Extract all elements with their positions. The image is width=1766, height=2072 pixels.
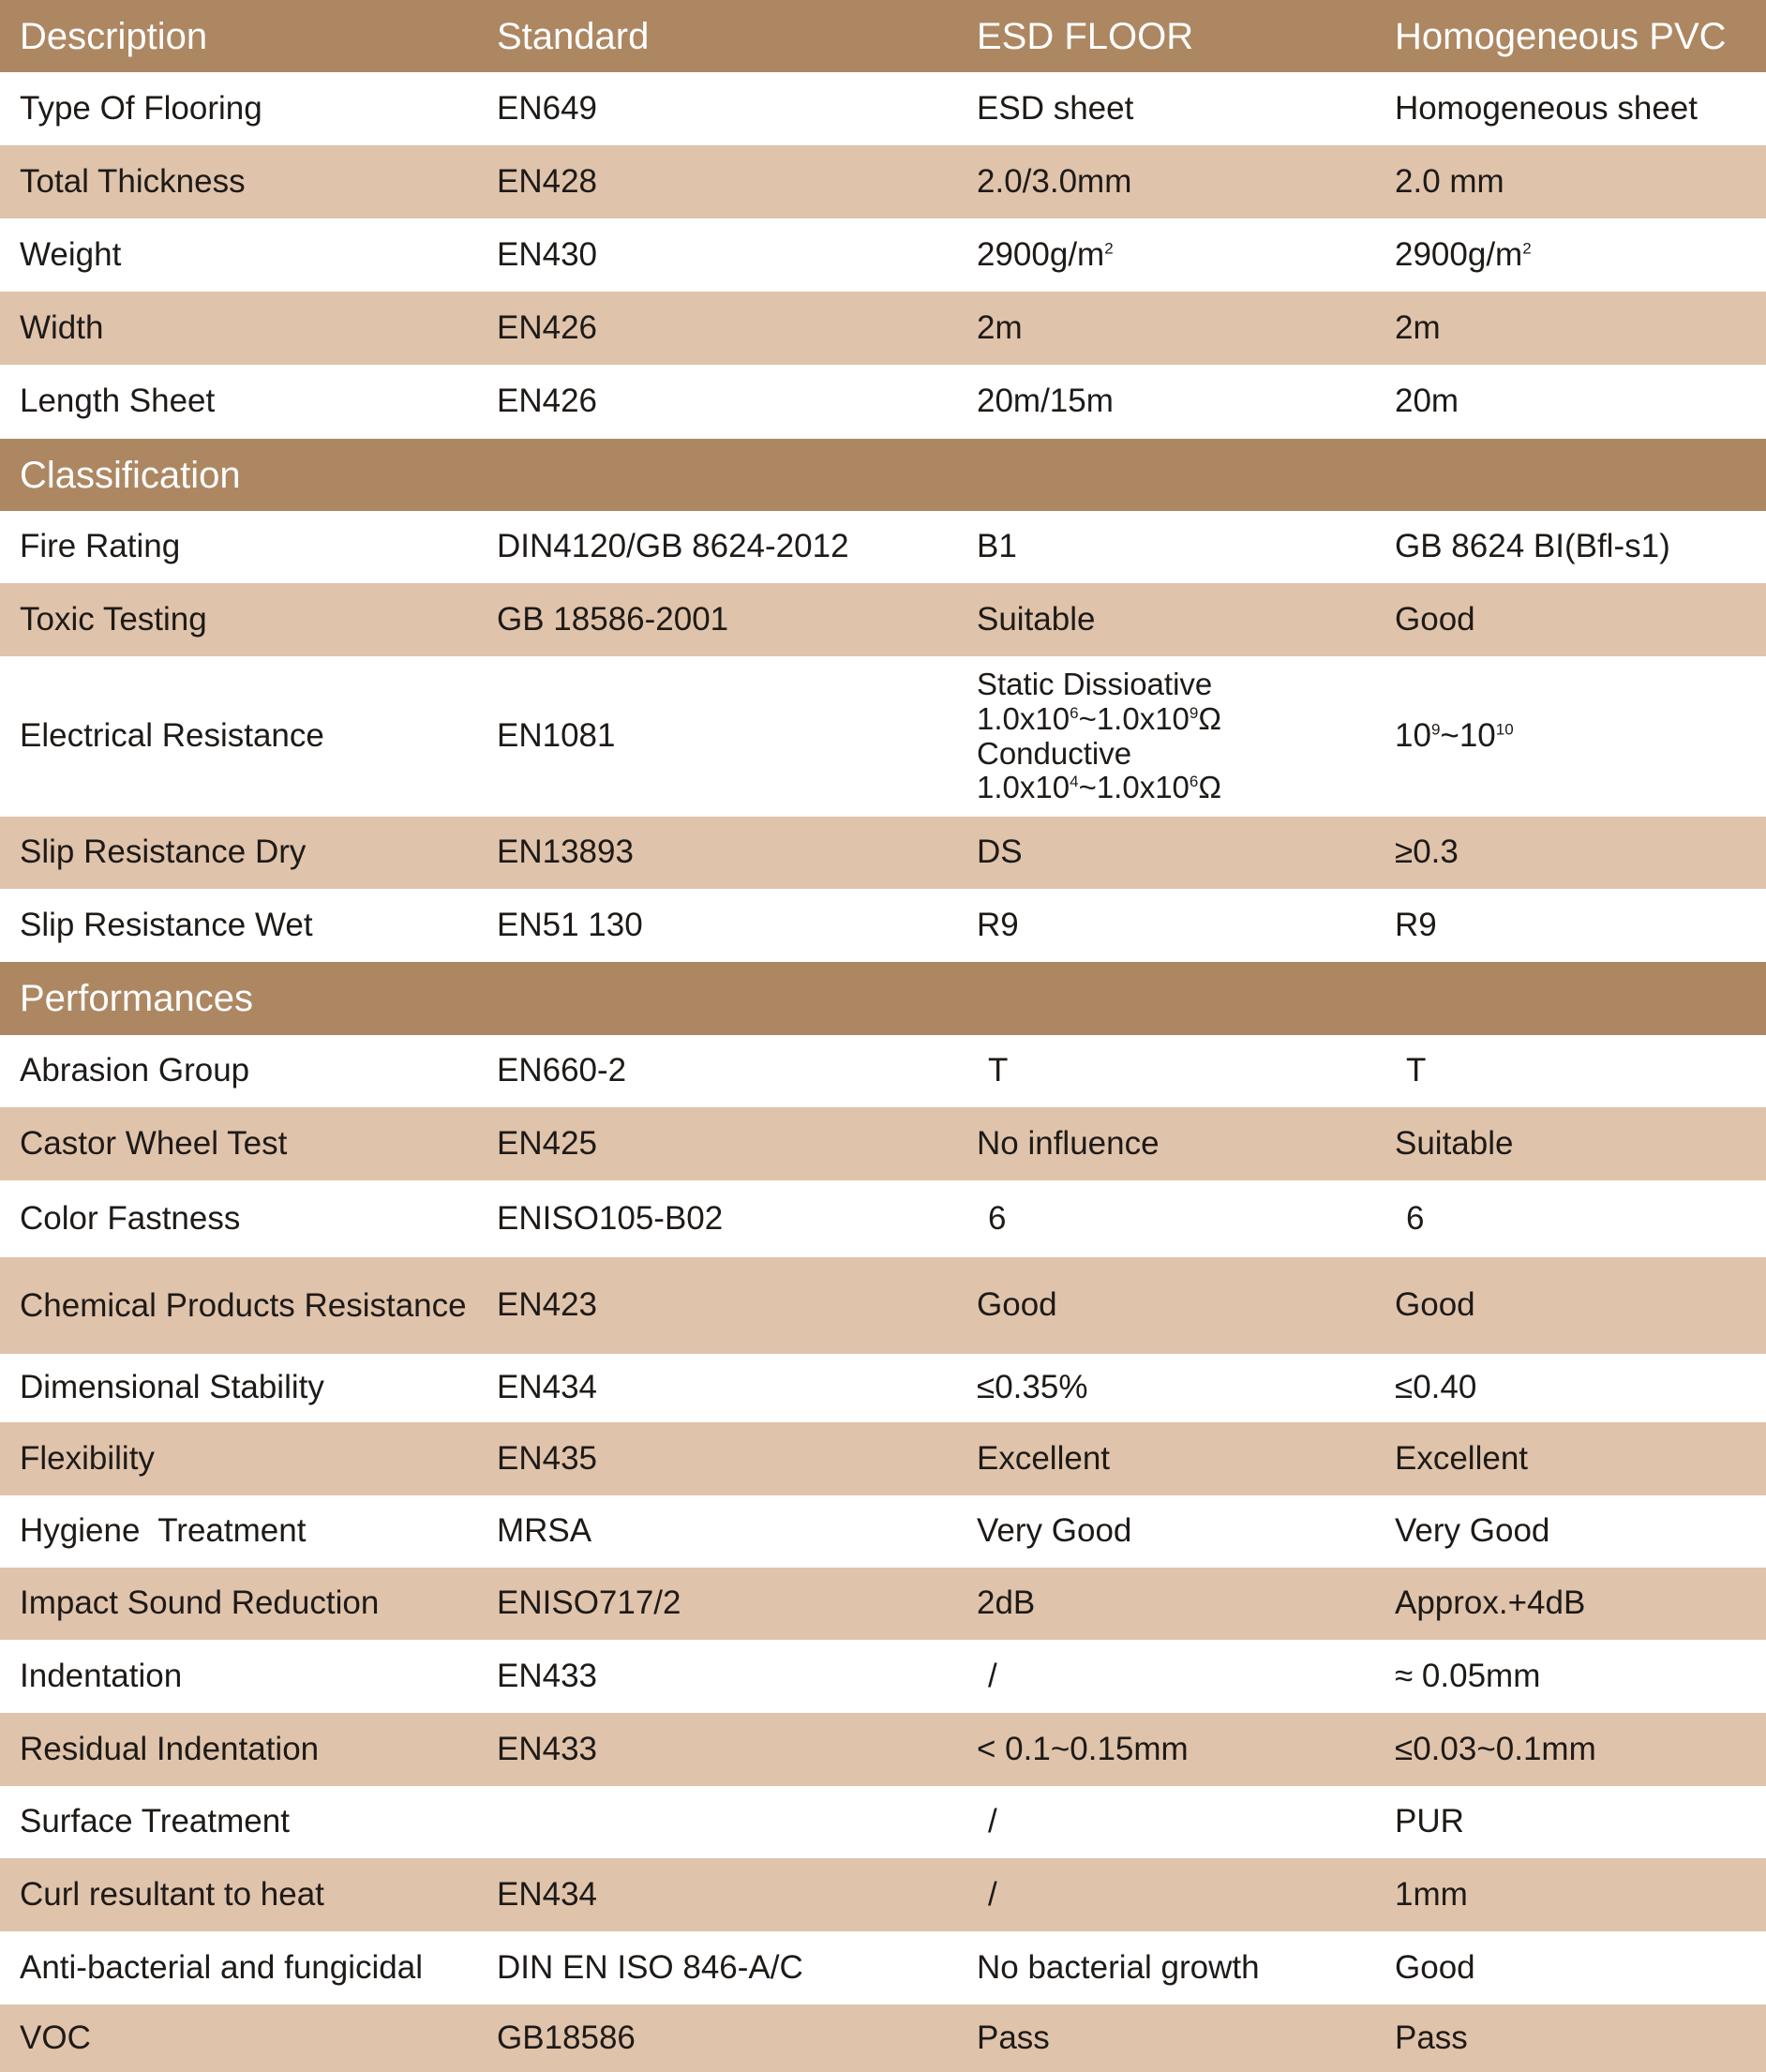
table-row bbox=[0, 72, 1766, 145]
row-esd-value: Suitable bbox=[977, 600, 1096, 638]
table-row bbox=[0, 583, 1766, 656]
row-esd-value: B1 bbox=[977, 528, 1017, 565]
row-esd-value: DS bbox=[977, 833, 1023, 871]
table-row bbox=[0, 365, 1766, 439]
row-description: Castor Wheel Test bbox=[20, 1124, 288, 1162]
section-title: Performances bbox=[20, 978, 253, 1019]
row-description: Electrical Resistance bbox=[20, 717, 324, 755]
row-description: Weight bbox=[20, 235, 122, 273]
row-description: Flexibility bbox=[20, 1439, 155, 1477]
row-standard: EN435 bbox=[497, 1439, 598, 1477]
row-standard: EN1081 bbox=[497, 717, 616, 755]
row-description: Color Fastness bbox=[20, 1199, 241, 1237]
row-description: Toxic Testing bbox=[20, 600, 207, 638]
row-pvc-value: Homogeneous sheet bbox=[1395, 89, 1698, 127]
performance-rows bbox=[0, 1035, 1766, 2072]
conductive-label: Conductive bbox=[977, 735, 1132, 771]
table-row bbox=[0, 218, 1766, 292]
row-description: Slip Resistance Wet bbox=[20, 906, 313, 943]
row-pvc-value: Good bbox=[1395, 1286, 1475, 1324]
table-row bbox=[0, 1931, 1766, 2004]
table-row bbox=[0, 1035, 1766, 1107]
row-description: Length Sheet bbox=[20, 383, 216, 420]
table-row bbox=[0, 1858, 1766, 1931]
row-pvc-value: 2.0 mm bbox=[1395, 162, 1504, 200]
row-description: Abrasion Group bbox=[20, 1052, 250, 1089]
row-standard: DIN4120/GB 8624-2012 bbox=[497, 528, 849, 565]
row-standard: EN426 bbox=[497, 383, 598, 420]
header-standard: Standard bbox=[497, 15, 650, 57]
row-esd-value: Good bbox=[977, 1286, 1057, 1324]
row-standard: DIN EN ISO 846-A/C bbox=[497, 1948, 803, 1986]
row-pvc-value: Good bbox=[1395, 600, 1475, 638]
row-pvc-value: 6 bbox=[1406, 1199, 1425, 1237]
table-row bbox=[0, 1640, 1766, 1713]
row-esd-value: 20m/15m bbox=[977, 383, 1114, 420]
row-standard: MRSA bbox=[497, 1512, 592, 1550]
row-pvc-value: PUR bbox=[1395, 1803, 1464, 1840]
table-row bbox=[0, 1495, 1766, 1568]
table-row bbox=[0, 511, 1766, 583]
header-homogeneous-pvc: Homogeneous PVC bbox=[1395, 15, 1727, 57]
row-pvc-value bbox=[1375, 236, 1766, 274]
section-title: Classification bbox=[20, 454, 241, 496]
row-description: Slip Resistance Dry bbox=[20, 833, 307, 871]
table-row bbox=[0, 1354, 1766, 1422]
esd-weight-exponent: 2 bbox=[1104, 239, 1114, 258]
row-esd-value bbox=[957, 236, 1375, 274]
row-standard: EN428 bbox=[497, 162, 598, 200]
row-pvc-value: ≥0.3 bbox=[1395, 833, 1459, 871]
row-standard: EN649 bbox=[497, 89, 598, 127]
header-description: Description bbox=[20, 15, 208, 57]
row-esd-value: Pass bbox=[977, 2019, 1050, 2056]
row-pvc-value: T bbox=[1406, 1052, 1427, 1089]
row-description: Anti-bacterial and fungicidal bbox=[20, 1948, 423, 1986]
row-esd-value: 2.0/3.0mm bbox=[977, 162, 1132, 200]
row-pvc-value: 1mm bbox=[1395, 1875, 1468, 1913]
table-header bbox=[0, 0, 1766, 72]
row-standard: EN425 bbox=[497, 1124, 598, 1162]
table-row bbox=[0, 1107, 1766, 1180]
table-row bbox=[0, 145, 1766, 218]
row-esd-value: ≤0.35% bbox=[977, 1369, 1088, 1406]
row-pvc-value: Very Good bbox=[1395, 1512, 1550, 1550]
row-standard: EN660-2 bbox=[497, 1052, 627, 1089]
row-standard: EN423 bbox=[497, 1286, 598, 1324]
row-pvc-value: ≤0.03~0.1mm bbox=[1395, 1730, 1596, 1767]
row-esd-value: 2dB bbox=[977, 1584, 1036, 1622]
row-description: Fire Rating bbox=[20, 528, 181, 565]
row-standard: GB 18586-2001 bbox=[497, 600, 729, 638]
row-pvc-value: Approx.+4dB bbox=[1395, 1584, 1586, 1622]
header-esd-floor: ESD FLOOR bbox=[977, 15, 1194, 57]
row-standard: GB18586 bbox=[497, 2019, 636, 2056]
row-description: Width bbox=[20, 308, 104, 346]
row-description: Hygiene Treatment bbox=[20, 1512, 307, 1550]
pvc-weight-exponent: 2 bbox=[1522, 239, 1532, 258]
row-esd-value: / bbox=[988, 1657, 997, 1694]
row-description: Chemical Products Resistance bbox=[20, 1286, 467, 1324]
row-pvc-value: 2m bbox=[1395, 308, 1441, 346]
row-esd-value: No influence bbox=[977, 1124, 1160, 1162]
row-esd-value: Excellent bbox=[977, 1439, 1111, 1477]
row-pvc-value: ≤0.40 bbox=[1395, 1369, 1477, 1406]
row-description: Surface Treatment bbox=[20, 1803, 290, 1840]
row-esd-value: < 0.1~0.15mm bbox=[977, 1730, 1189, 1767]
row-standard: EN426 bbox=[497, 308, 598, 346]
static-dissipative-range: $1.0x10^6\sim 1.0x10^9\Omega$ bbox=[977, 700, 1222, 736]
row-pvc-value: $10^9\sim 10^{10}$ bbox=[1395, 717, 1514, 755]
row-esd-value: ESD sheet bbox=[977, 89, 1134, 127]
conductive-range: $1.0x10^4\sim 1.0x10^6\Omega$ bbox=[977, 770, 1222, 805]
row-standard: EN430 bbox=[497, 235, 598, 273]
row-esd-value: No bacterial growth bbox=[977, 1948, 1260, 1986]
row-description: VOC bbox=[20, 2019, 91, 2056]
row-pvc-value: Pass bbox=[1395, 2019, 1468, 2056]
row-description: Type Of Flooring bbox=[20, 89, 262, 127]
row-pvc-value: 20m bbox=[1395, 383, 1459, 420]
table-row bbox=[0, 817, 1766, 889]
row-description: Total Thickness bbox=[20, 162, 246, 200]
row-esd-value: 6 bbox=[988, 1199, 1007, 1237]
pvc-weight-value: 2900g/m bbox=[1395, 235, 1523, 273]
section-performances bbox=[0, 962, 1766, 1035]
row-standard: EN13893 bbox=[497, 833, 634, 871]
row-standard: EN434 bbox=[497, 1369, 598, 1406]
row-pvc-value: Suitable bbox=[1395, 1124, 1514, 1162]
table-row bbox=[0, 1786, 1766, 1858]
table-row bbox=[0, 1713, 1766, 1786]
table-row bbox=[0, 1257, 1766, 1354]
row-pvc-value: R9 bbox=[1395, 906, 1437, 943]
table-row bbox=[0, 656, 1766, 817]
row-esd-value: 2m bbox=[977, 308, 1023, 346]
row-pvc-value: GB 8624 BI(Bfl-s1) bbox=[1395, 528, 1670, 565]
row-esd-value bbox=[957, 668, 1375, 806]
esd-weight-value: 2900g/m bbox=[977, 235, 1105, 273]
row-esd-value: / bbox=[988, 1875, 997, 1913]
row-description: Dimensional Stability bbox=[20, 1369, 324, 1406]
row-standard: EN433 bbox=[497, 1730, 598, 1767]
row-standard: EN51 130 bbox=[497, 906, 643, 943]
row-description: Indentation bbox=[20, 1657, 183, 1694]
table-row bbox=[0, 292, 1766, 365]
row-standard: EN433 bbox=[497, 1657, 598, 1694]
row-esd-value: R9 bbox=[977, 906, 1019, 943]
row-description: Impact Sound Reduction bbox=[20, 1584, 380, 1622]
table-row bbox=[0, 2004, 1766, 2072]
static-dissipative-label: Static Dissioative bbox=[977, 666, 1213, 701]
table-row bbox=[0, 1568, 1766, 1640]
row-description: Residual Indentation bbox=[20, 1730, 320, 1767]
table-row bbox=[0, 889, 1766, 962]
row-standard: ENISO717/2 bbox=[497, 1584, 681, 1622]
row-standard: EN434 bbox=[497, 1875, 598, 1913]
row-standard: ENISO105-B02 bbox=[497, 1199, 724, 1237]
table-row bbox=[0, 1180, 1766, 1257]
row-esd-value: T bbox=[988, 1052, 1009, 1089]
row-pvc-value: Excellent bbox=[1395, 1439, 1529, 1477]
row-pvc-value: Good bbox=[1395, 1948, 1475, 1986]
row-esd-value: / bbox=[988, 1803, 997, 1840]
row-description: Curl resultant to heat bbox=[20, 1875, 324, 1913]
row-pvc-value: ≈ 0.05mm bbox=[1395, 1657, 1541, 1694]
row-esd-value: Very Good bbox=[977, 1512, 1132, 1550]
section-classification bbox=[0, 439, 1766, 511]
table-row bbox=[0, 1422, 1766, 1495]
